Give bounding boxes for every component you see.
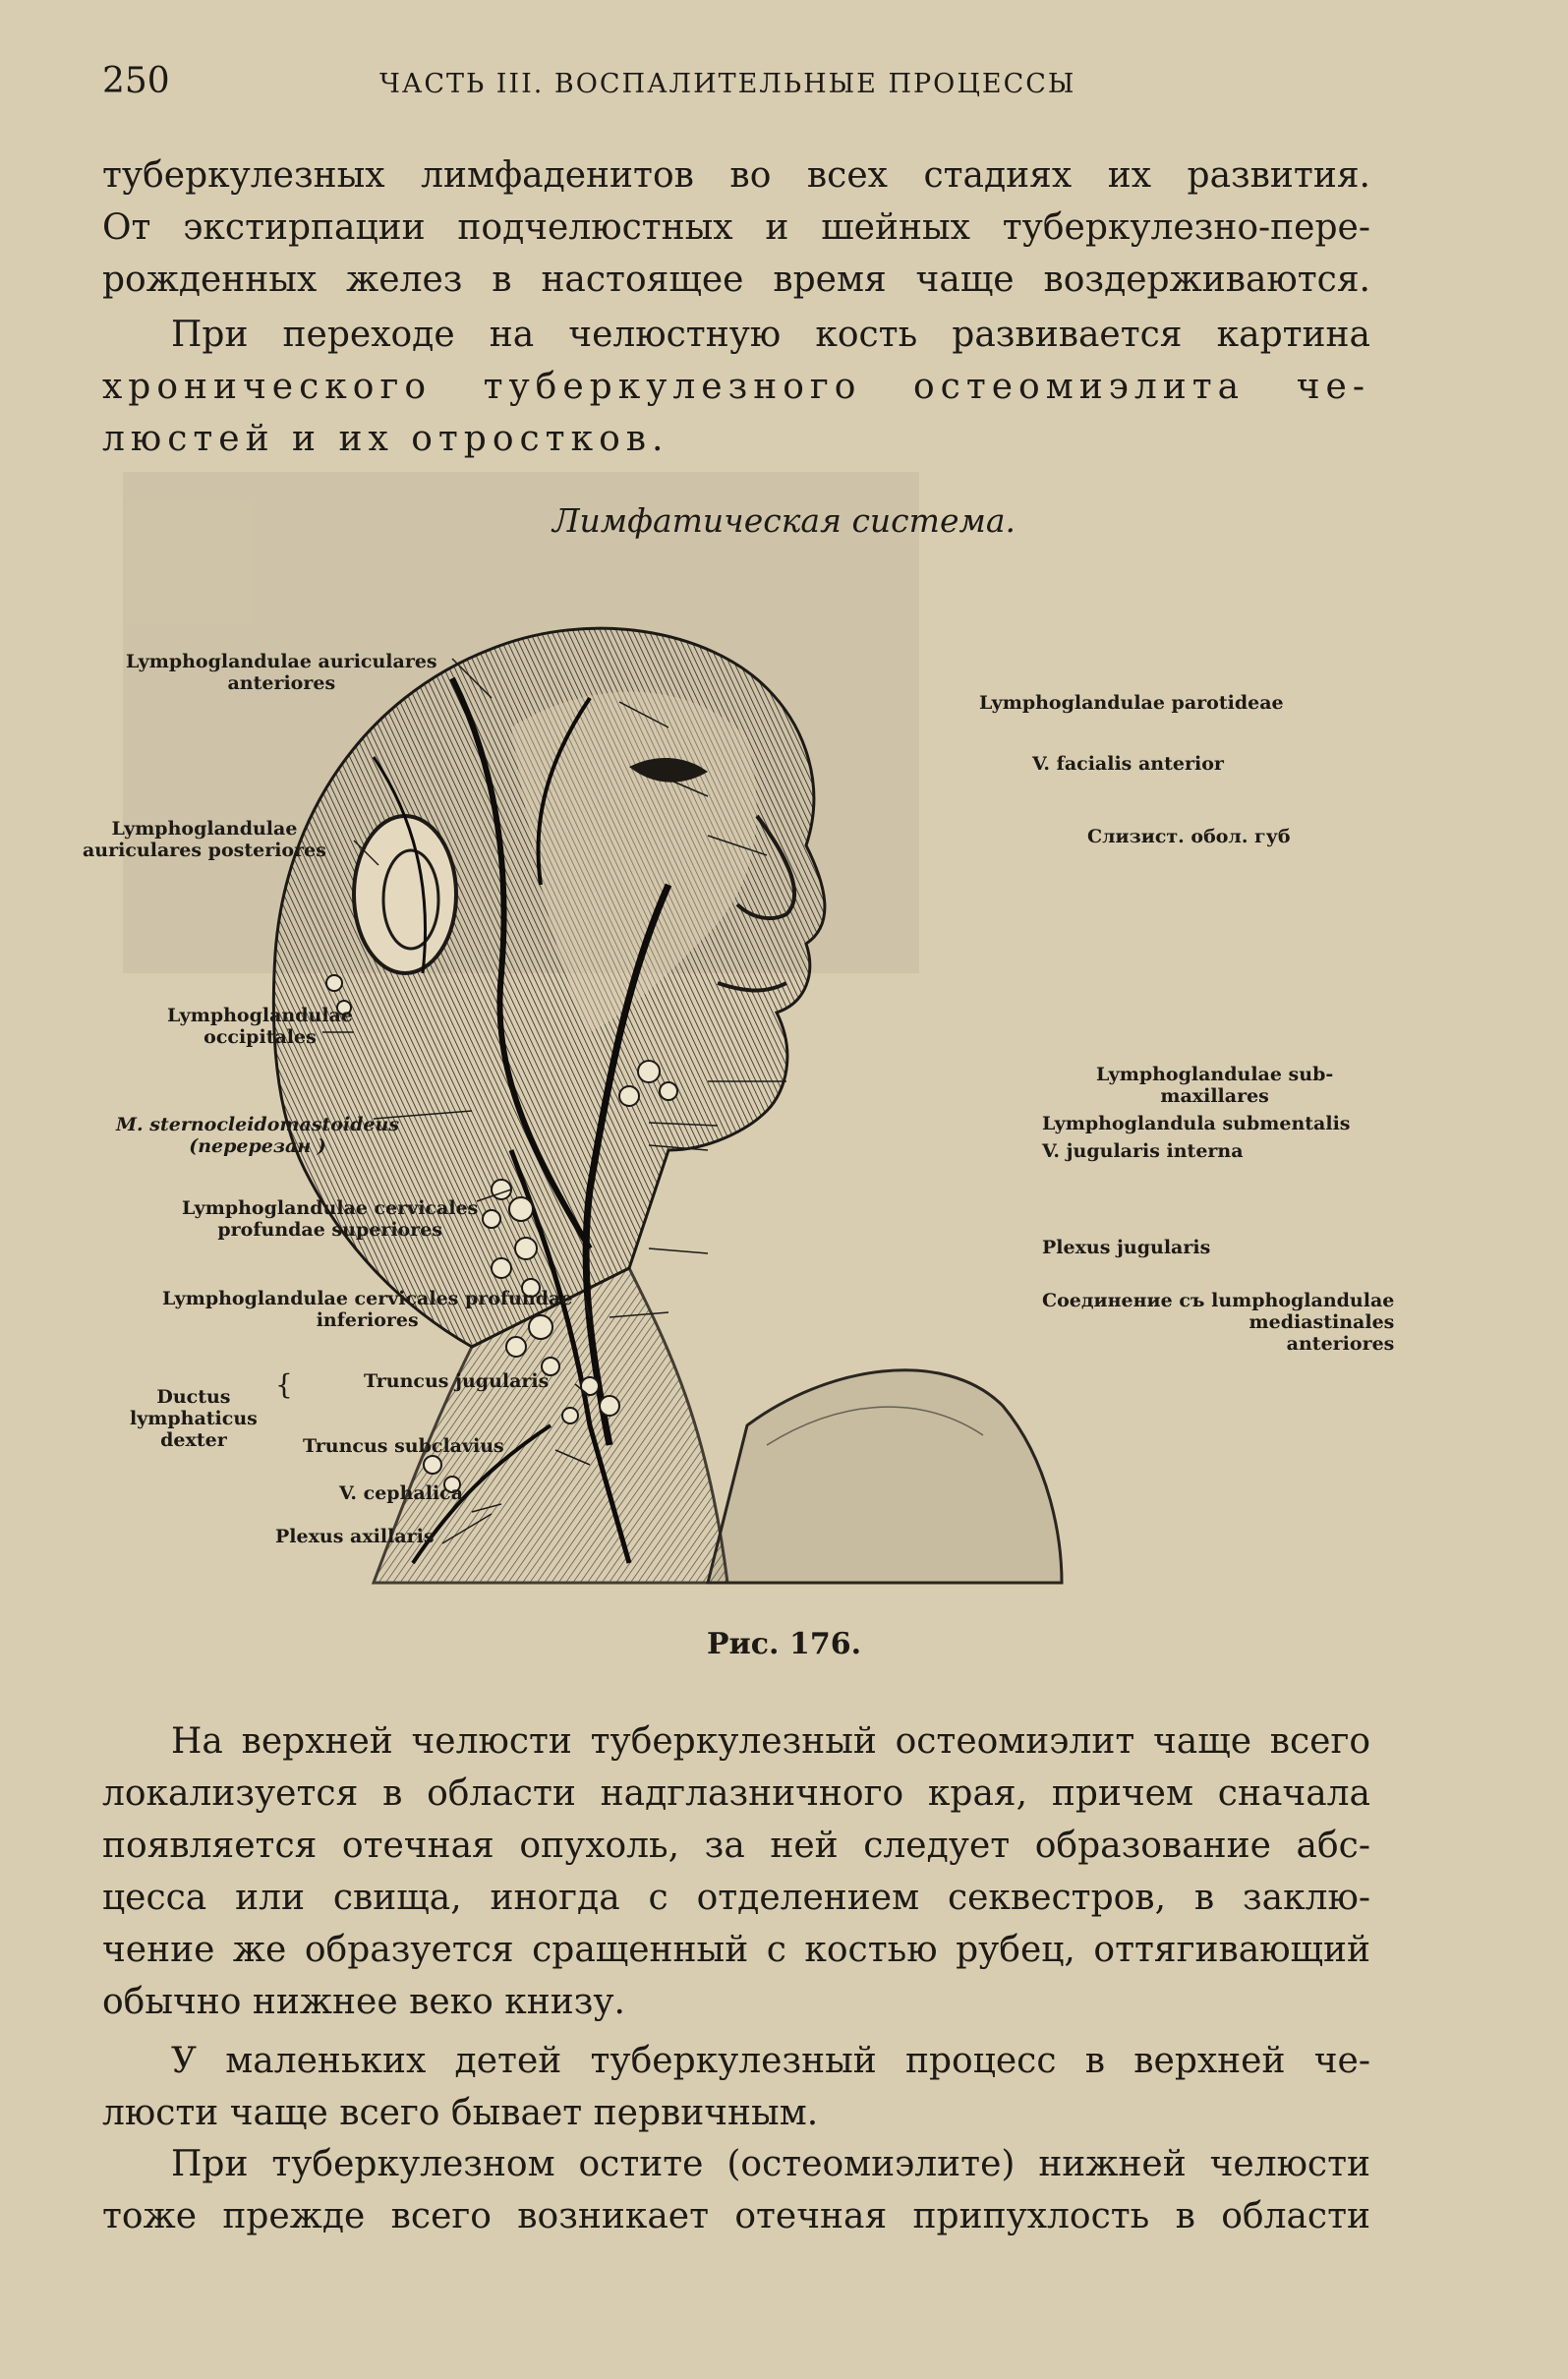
paragraph-upper-jaw <box>102 1715 1370 2028</box>
text-line: На верхней челюсти туберкулезный остеомиэлит чаще всего <box>171 1721 1370 1762</box>
page-header <box>102 61 1390 110</box>
label-truncus-jugularis: Truncus jugularis <box>364 1370 550 1392</box>
label-v-jugularis: V. jugularis interna <box>1042 1140 1244 1162</box>
label-cervical-inferior: Lymphoglandulae cervicales profundae inferiores <box>162 1288 573 1331</box>
label-slizist: Слизист. обол. губ <box>1087 826 1291 847</box>
label-submentalis: Lymphoglandula submentalis <box>1042 1113 1351 1134</box>
running-title: ЧАСТЬ III. ВОСПАЛИТЕЛЬНЫЕ ПРОЦЕССЫ <box>379 69 1076 99</box>
label-v-facialis: V. facialis anterior <box>1032 753 1224 775</box>
anatomical-figure <box>79 560 1396 1593</box>
page-number: 250 <box>102 61 170 101</box>
figure-title: Лимфатическая система. <box>552 501 1016 540</box>
text-line: У маленьких детей туберкулезный процесс в верхней че- <box>171 2041 1370 2081</box>
label-truncus-subclavius: Truncus subclavius <box>303 1435 504 1457</box>
text-line-spaced: люстей и их отростков. <box>102 419 669 459</box>
paragraph-continued <box>102 149 1370 306</box>
paragraph-osteomyelitis <box>102 309 1370 465</box>
label-cervical-superior: Lymphoglandulae cervicales profundae superiores <box>182 1197 479 1241</box>
label-auricular-posterior: Lymphoglandulae auriculares posteriores <box>83 818 326 861</box>
figure-number: Рис. 176. <box>706 1627 862 1661</box>
text-line: появляется отечная опухоль, за ней следует образование абс- <box>102 1826 1370 1866</box>
label-submaxillares: Lymphoglandulae sub- maxillares <box>1096 1064 1334 1107</box>
text-line: При переходе на челюстную кость развивается картина <box>171 315 1370 355</box>
text-line: рожденных желез в настоящее время чаще воздерживаются. <box>102 260 1370 300</box>
text-line: туберкулезных лимфаденитов во всех стадиях их развития. <box>102 155 1370 196</box>
text-line: При туберкулезном остите (остеомиэлите) нижней челюсти <box>171 2144 1370 2184</box>
text-line: локализуется в области надглазничного края, причем сначала <box>102 1773 1370 1814</box>
label-sternocleidomastoideus: M. sternocleidomastoideus (перерезан ) <box>116 1114 400 1157</box>
label-soedinenie: Соединение съ lumphoglandulae mediastinales anteriores <box>1042 1290 1395 1355</box>
label-occipitales: Lymphoglandulae occipitales <box>167 1005 353 1048</box>
text-line: тоже прежде всего возникает отечная припухлость в области <box>102 2196 1370 2236</box>
text-line: обычно нижнее веко книзу. <box>102 1982 626 2022</box>
text-line-spaced: хронического туберкулезного остеомиэлита че- <box>102 367 1370 407</box>
label-v-cephalica: V. cephalica <box>339 1482 464 1504</box>
paragraph-lower-jaw <box>102 2138 1370 2242</box>
text-line: чение же образуется сращенный с костью рубец, оттягивающий <box>102 1930 1370 1970</box>
text-line: От экстирпации подчелюстных и шейных туберкулезно-пере- <box>102 207 1370 248</box>
label-ductus-lymphaticus: Ductus lymphaticus dexter <box>130 1386 258 1451</box>
brace-icon: { <box>275 1368 293 1401</box>
label-auricular-anterior: Lymphoglandulae auriculares anteriores <box>126 651 437 694</box>
text-line: люсти чаще всего бывает первичным. <box>102 2093 819 2133</box>
label-plexus-axillaris: Plexus axillaris <box>275 1526 435 1547</box>
text-line: цесса или свища, иногда с отделением секвестров, в заклю- <box>102 1878 1370 1918</box>
paragraph-children <box>102 2035 1370 2139</box>
label-plexus-jugularis: Plexus jugularis <box>1042 1237 1211 1258</box>
label-parotideae: Lymphoglandulae parotideae <box>979 692 1284 714</box>
